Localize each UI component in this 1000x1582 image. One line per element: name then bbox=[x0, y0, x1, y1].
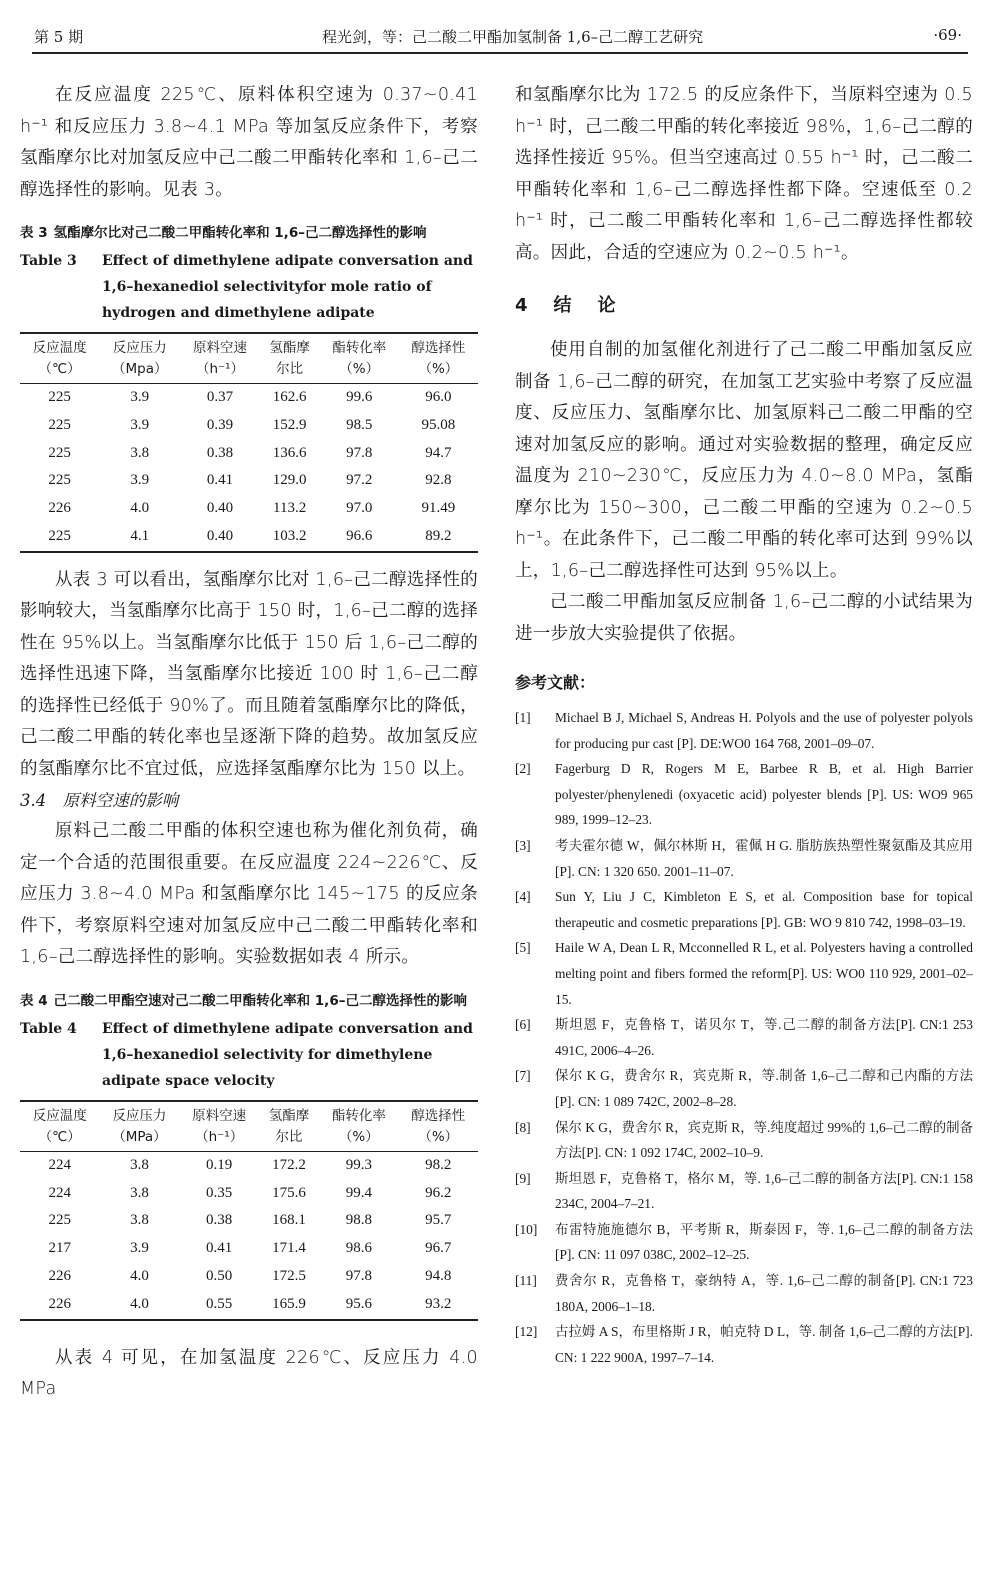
running-title: 程光剑，等：己二酸二甲酯加氢制备 1,6–己二醇工艺研究 bbox=[322, 28, 704, 46]
reference-number: [11] bbox=[515, 1273, 537, 1289]
reference-item bbox=[515, 1115, 973, 1166]
references-heading: 参考文献： bbox=[515, 673, 596, 692]
paragraph: 己二酸二甲酯加氢反应制备 1,6–己二醇的小试结果为进一步放大实验提供了依据。 bbox=[515, 592, 973, 644]
reference-number: [12] bbox=[515, 1324, 538, 1340]
column-unit: 尔比 bbox=[260, 359, 320, 384]
reference-number: [6] bbox=[515, 1017, 531, 1033]
column-header: 反应温度 bbox=[20, 1101, 99, 1127]
table-cell: 0.37 bbox=[206, 389, 234, 405]
column-unit: （MPa） bbox=[99, 1127, 179, 1152]
table-4 bbox=[20, 1100, 478, 1321]
table-cell: 97.8 bbox=[345, 1267, 372, 1284]
table-row bbox=[20, 1180, 478, 1208]
table-cell: 225 bbox=[48, 1212, 71, 1229]
table-cell: 225 bbox=[20, 523, 99, 552]
table-cell: 0.39 bbox=[206, 416, 234, 433]
table-cell: 0.50 bbox=[206, 1267, 233, 1284]
table-cell: 0.38 bbox=[206, 444, 234, 461]
table-4-caption-en bbox=[20, 1016, 478, 1094]
paragraph: 和氢酯摩尔比为 172.5 的反应条件下，当原料空速为 0.5 h⁻¹ 时，己二酸二甲酯的转化率接近 98%，1,6–己二醇的选择性接近 95%。但当空速高过 0.55 h⁻¹ 时，己二酸二甲酯转化率和 1,6–己二醇选择性都下降。空速低至 0.2 h⁻¹ 时，己二酸二甲酯转化率和 1,6–己二醇选择性都较高。因此，合适的空速应为 0.2~0.5 h⁻¹。 bbox=[515, 85, 973, 263]
table-cell: 98.5 bbox=[346, 416, 373, 433]
table-cell: 94.8 bbox=[425, 1267, 452, 1284]
table-title: 己二酸二甲酯空速对己二酸二甲酯转化率和 1,6–己二醇选择性的影响 bbox=[53, 992, 467, 1009]
reference-number: [5] bbox=[515, 940, 531, 956]
column-header: 原料空速 bbox=[180, 333, 259, 359]
table-cell: 99.3 bbox=[345, 1156, 372, 1173]
table-cell: 0.19 bbox=[206, 1156, 233, 1173]
table-cell: 225 bbox=[48, 416, 71, 433]
table-cell: 96.6 bbox=[320, 523, 399, 552]
table-row bbox=[20, 1207, 478, 1235]
table-cell: 0.38 bbox=[206, 1212, 233, 1229]
column-unit: （h⁻¹） bbox=[179, 1127, 258, 1152]
table-cell: 0.55 bbox=[179, 1291, 258, 1320]
table-row bbox=[20, 1151, 478, 1179]
column-header: 氢酯摩 bbox=[260, 333, 320, 359]
table-header-row bbox=[20, 333, 478, 359]
table-cell: 136.6 bbox=[272, 444, 307, 461]
table-cell: 4.0 bbox=[99, 1291, 179, 1320]
table-cell: 0.40 bbox=[206, 500, 234, 517]
page-number: ·69· bbox=[933, 26, 962, 44]
subsection-heading: 3.4 原料空速的影响 bbox=[20, 791, 179, 811]
table-cell: 3.9 bbox=[130, 1240, 149, 1257]
column-header: 酯转化率 bbox=[319, 1101, 398, 1127]
paragraph: 在反应温度 225℃、原料体积空速为 0.37~0.41 h⁻¹ 和反应压力 3.8~4.1 MPa 等加氢反应条件下，考察氢酯摩尔比对加氢反应中己二酸二甲酯转化率和 1,6–己二醇选择性的影响。见表 3。 bbox=[20, 85, 478, 200]
table-cell: 171.4 bbox=[272, 1240, 306, 1257]
reference-text: 保尔 K G，费舍尔 R，宾克斯 R，等.纯度超过 99%的 1,6–己二醇的制备方法[P]. CN: 1 092 174C, 2002–10–9. bbox=[555, 1119, 973, 1161]
reference-number: [7] bbox=[515, 1068, 531, 1084]
table-4-caption-cn bbox=[20, 988, 478, 1014]
paragraph: 从表 3 可以看出，氢酯摩尔比对 1,6–己二醇选择性的影响较大，当氢酯摩尔比高于 150 时，1,6–己二醇的选择性在 95%以上。当氢酯摩尔比低于 150 后 1,6–己二醇的选择性迅速下降，当氢酯摩尔比接近 100 时 1,6–己二醇的选择性已经低于 90%了。而且随着氢酯摩尔比的降低，己二酸二甲酯的转化率也呈逐渐下降的趋势。故加氢反应的氢酯摩尔比不宜过低，应选择氢酯摩尔比为 150 以上。 bbox=[20, 569, 478, 779]
reference-number: [3] bbox=[515, 837, 531, 853]
column-header: 醇选择性 bbox=[399, 1101, 478, 1127]
table-cell: 97.2 bbox=[346, 472, 373, 489]
table-title: 氢酯摩尔比对己二酸二甲酯转化率和 1,6–己二醇选择性的影响 bbox=[53, 225, 427, 241]
table-cell: 225 bbox=[48, 389, 71, 405]
table-3 bbox=[20, 332, 478, 553]
table-cell: 4.1 bbox=[99, 523, 180, 552]
table-cell: 3.9 bbox=[130, 472, 150, 489]
table-cell: 95.6 bbox=[319, 1291, 398, 1320]
reference-number: [10] bbox=[515, 1221, 538, 1237]
table-cell: 168.1 bbox=[272, 1212, 306, 1229]
table-cell: 99.6 bbox=[346, 389, 373, 405]
table-cell: 217 bbox=[48, 1240, 71, 1257]
reference-number: [2] bbox=[515, 761, 531, 777]
table-cell: 225 bbox=[48, 444, 71, 461]
table-cell: 162.6 bbox=[272, 389, 307, 405]
column-header: 反应温度 bbox=[20, 333, 99, 359]
reference-text: 费舍尔 R，克鲁格 T，豪纳特 A，等. 1,6–己二醇的制备[P]. CN:1 723 180A, 2006–1–18. bbox=[555, 1273, 973, 1314]
table-cell: 98.8 bbox=[345, 1212, 372, 1229]
table-cell: 4.0 bbox=[130, 1267, 149, 1284]
table-cell: 226 bbox=[20, 1291, 99, 1320]
table-cell: 3.8 bbox=[130, 1184, 149, 1201]
table-cell: 95.08 bbox=[421, 416, 456, 433]
reference-number: [8] bbox=[515, 1119, 531, 1135]
table-cell: 92.8 bbox=[425, 472, 452, 489]
reference-list bbox=[515, 705, 973, 1370]
table-cell: 4.0 bbox=[130, 500, 150, 517]
reference-text: 保尔 K G，费舍尔 R，宾克斯 R，等.制备 1,6–己二醇和己内酯的方法[P]. CN: 1 089 742C, 2002–8–28. bbox=[555, 1068, 973, 1109]
table-label: 表 3 bbox=[20, 225, 48, 241]
table-cell: 172.2 bbox=[272, 1156, 306, 1173]
column-unit: （%） bbox=[320, 359, 399, 384]
column-unit: 尔比 bbox=[259, 1127, 319, 1152]
table-label: Table 4 bbox=[20, 1020, 77, 1037]
table-cell: 226 bbox=[48, 500, 71, 517]
table-cell: 94.7 bbox=[425, 444, 452, 461]
table-cell: 0.41 bbox=[206, 472, 234, 489]
column-unit: （Mpa） bbox=[99, 359, 180, 384]
reference-text: 考夫霍尔德 W，佩尔林斯 H，霍佩 H G. 脂肪族热塑性聚氨酯及其应用[P]. CN: 1 320 650. 2001–11–07. bbox=[555, 837, 973, 879]
table-cell: 3.8 bbox=[130, 1156, 149, 1173]
column-unit: （%） bbox=[319, 1127, 398, 1152]
reference-text: Michael B J, Michael S, Andreas H. Polyols and the use of polyester polyols for producing pur cast [P]. DE:WO0 164 768, 2001–09–07. bbox=[555, 710, 973, 751]
table-row bbox=[20, 384, 478, 412]
column-header: 原料空速 bbox=[179, 1101, 258, 1127]
table-cell: 0.40 bbox=[180, 523, 259, 552]
table-cell: 113.2 bbox=[273, 500, 307, 517]
table-cell: 97.0 bbox=[346, 500, 373, 517]
table-row bbox=[20, 440, 478, 468]
column-unit: （h⁻¹） bbox=[180, 359, 259, 384]
reference-item bbox=[515, 1268, 973, 1319]
table-cell: 175.6 bbox=[272, 1184, 306, 1201]
table-cell: 97.8 bbox=[346, 444, 373, 461]
table-cell: 98.2 bbox=[425, 1156, 452, 1173]
table-3-caption-en bbox=[20, 248, 478, 326]
reference-text: 斯坦恩 F，克鲁格 T，格尔 M，等. 1,6–己二醇的制备方法[P]. CN:1 158 234C, 2004–7–21. bbox=[555, 1170, 973, 1212]
reference-text: Sun Y, Liu J C, Kimbleton E S, et al. Composition base for topical therapeutic and cosmetic preparations [P]. GB: WO 9 810 742, 1998–03–19. bbox=[555, 889, 973, 930]
table-cell: 3.8 bbox=[130, 444, 150, 461]
table-row bbox=[20, 495, 478, 523]
reference-item bbox=[515, 756, 973, 833]
reference-text: 布雷特施施德尔 B，平考斯 R，斯泰因 F，等. 1,6–己二醇的制备方法[P]. CN: 11 097 038C, 2002–12–25. bbox=[555, 1221, 973, 1263]
table-row bbox=[20, 1263, 478, 1291]
table-cell: 96.0 bbox=[425, 389, 452, 405]
table-header-row bbox=[20, 1127, 478, 1152]
table-cell: 89.2 bbox=[399, 523, 478, 552]
reference-number: [9] bbox=[515, 1170, 531, 1186]
reference-item bbox=[515, 1166, 973, 1217]
reference-item bbox=[515, 1063, 973, 1114]
table-cell: 96.2 bbox=[425, 1184, 452, 1201]
table-cell: 3.9 bbox=[130, 416, 150, 433]
table-row bbox=[20, 523, 478, 552]
section-heading: 4 结 论 bbox=[515, 295, 620, 316]
table-row bbox=[20, 1291, 478, 1320]
table-header-row bbox=[20, 359, 478, 384]
reference-number: [4] bbox=[515, 889, 531, 905]
table-cell: 129.0 bbox=[272, 472, 307, 489]
table-cell: 93.2 bbox=[399, 1291, 478, 1320]
table-cell: 103.2 bbox=[260, 523, 320, 552]
table-cell: 98.6 bbox=[345, 1240, 372, 1257]
column-header: 醇选择性 bbox=[399, 333, 478, 359]
column-header: 反应压力 bbox=[99, 1101, 179, 1127]
table-cell: 95.7 bbox=[425, 1212, 452, 1229]
table-3-caption-cn bbox=[20, 220, 478, 246]
table-cell: 172.5 bbox=[272, 1267, 306, 1284]
reference-text: Haile W A, Dean L R, Mcconnelled R L, et al. Polyesters having a controlled melting point and fibers formed the reform[P]. US: WO0 110 929, 2001–02–15. bbox=[555, 940, 973, 1007]
reference-item bbox=[515, 935, 973, 1012]
reference-item bbox=[515, 833, 973, 884]
column-unit: （%） bbox=[399, 1127, 478, 1152]
paragraph: 原料己二酸二甲酯的体积空速也称为催化剂负荷，确定一个合适的范围很重要。在反应温度 224~226℃、反应压力 3.8~4.0 MPa 和氢酯摩尔比 145~175 的反应条件下，考察原料空速对加氢反应中己二酸二甲酯转化率和 1,6–己二醇选择性的影响。实验数据如表 4 所示。 bbox=[20, 821, 478, 968]
table-cell: 225 bbox=[48, 472, 71, 489]
column-header: 酯转化率 bbox=[320, 333, 399, 359]
table-cell: 165.9 bbox=[259, 1291, 319, 1320]
table-cell: 96.7 bbox=[425, 1240, 452, 1257]
running-header bbox=[32, 22, 968, 54]
table-header-row bbox=[20, 1101, 478, 1127]
table-label: 表 4 bbox=[20, 992, 48, 1009]
table-cell: 0.41 bbox=[206, 1240, 233, 1257]
reference-item bbox=[515, 705, 973, 756]
reference-item bbox=[515, 1319, 973, 1370]
table-cell: 3.9 bbox=[130, 389, 150, 405]
reference-item bbox=[515, 884, 973, 935]
column-header: 氢酯摩 bbox=[259, 1101, 319, 1127]
column-unit: （%） bbox=[399, 359, 478, 384]
reference-text: 古拉姆 A S，布里格斯 J R，帕克特 D L，等. 制备 1,6–己二醇的方法[P]. CN: 1 222 900A, 1997–7–14. bbox=[555, 1324, 973, 1365]
table-row bbox=[20, 412, 478, 440]
column-header: 反应压力 bbox=[99, 333, 180, 359]
reference-item bbox=[515, 1217, 973, 1268]
reference-text: 斯坦恩 F，克鲁格 T，诺贝尔 T，等.己二醇的制备方法[P]. CN:1 253 491C, 2006–4–26. bbox=[555, 1017, 973, 1058]
table-label: Table 3 bbox=[20, 253, 77, 269]
table-cell: 91.49 bbox=[421, 500, 456, 517]
table-cell: 0.35 bbox=[206, 1184, 233, 1201]
column-unit: （℃） bbox=[20, 1127, 99, 1152]
reference-text: Fagerburg D R, Rogers M E, Barbee R B, et al. High Barrier polyester/phenylenedi (oxyacetic acid) polyester blends [P]. US: WO9 965 989, 1999–12–23. bbox=[555, 761, 973, 828]
reference-number: [1] bbox=[515, 710, 531, 725]
table-cell: 3.8 bbox=[130, 1212, 149, 1229]
column-unit: （℃） bbox=[20, 359, 99, 384]
reference-item bbox=[515, 1012, 973, 1063]
table-title: Effect of dimethylene adipate conversation and 1,6–hexanediol selectivityfor mole ratio of hydrogen and dimethylene adipate bbox=[102, 253, 473, 321]
table-cell: 226 bbox=[48, 1267, 71, 1284]
table-cell: 99.4 bbox=[345, 1184, 372, 1201]
paragraph: 使用自制的加氢催化剂进行了己二酸二甲酯加氢反应制备 1,6–己二醇的研究，在加氢工艺实验中考察了反应温度、反应压力、氢酯摩尔比、加氢原料己二酸二甲酯的空速对加氢反应的影响。通过对实验数据的整理，确定反应温度为 210~230℃，反应压力为 4.0~8.0 MPa，氢酯摩尔比为 150~300，己二酸二甲酯的空速为 0.2~0.5 h⁻¹。在此条件下，己二酸二甲酯的转化率可达到 99%以上，1,6–己二醇选择性可达到 95%以上。 bbox=[515, 340, 973, 581]
table-cell: 224 bbox=[48, 1184, 71, 1201]
table-title: Effect of dimethylene adipate conversation and 1,6–hexanediol selectivity for dimethylene adipate space velocity bbox=[102, 1020, 473, 1089]
table-row bbox=[20, 467, 478, 495]
table-row bbox=[20, 1235, 478, 1263]
table-cell: 224 bbox=[48, 1156, 71, 1173]
left-column bbox=[20, 80, 478, 1406]
table-cell: 152.9 bbox=[272, 416, 307, 433]
issue-number: 第 5 期 bbox=[34, 28, 84, 46]
right-column bbox=[515, 80, 973, 1370]
paragraph: 从表 4 可见，在加氢温度 226℃、反应压力 4.0 MPa bbox=[20, 1347, 478, 1400]
